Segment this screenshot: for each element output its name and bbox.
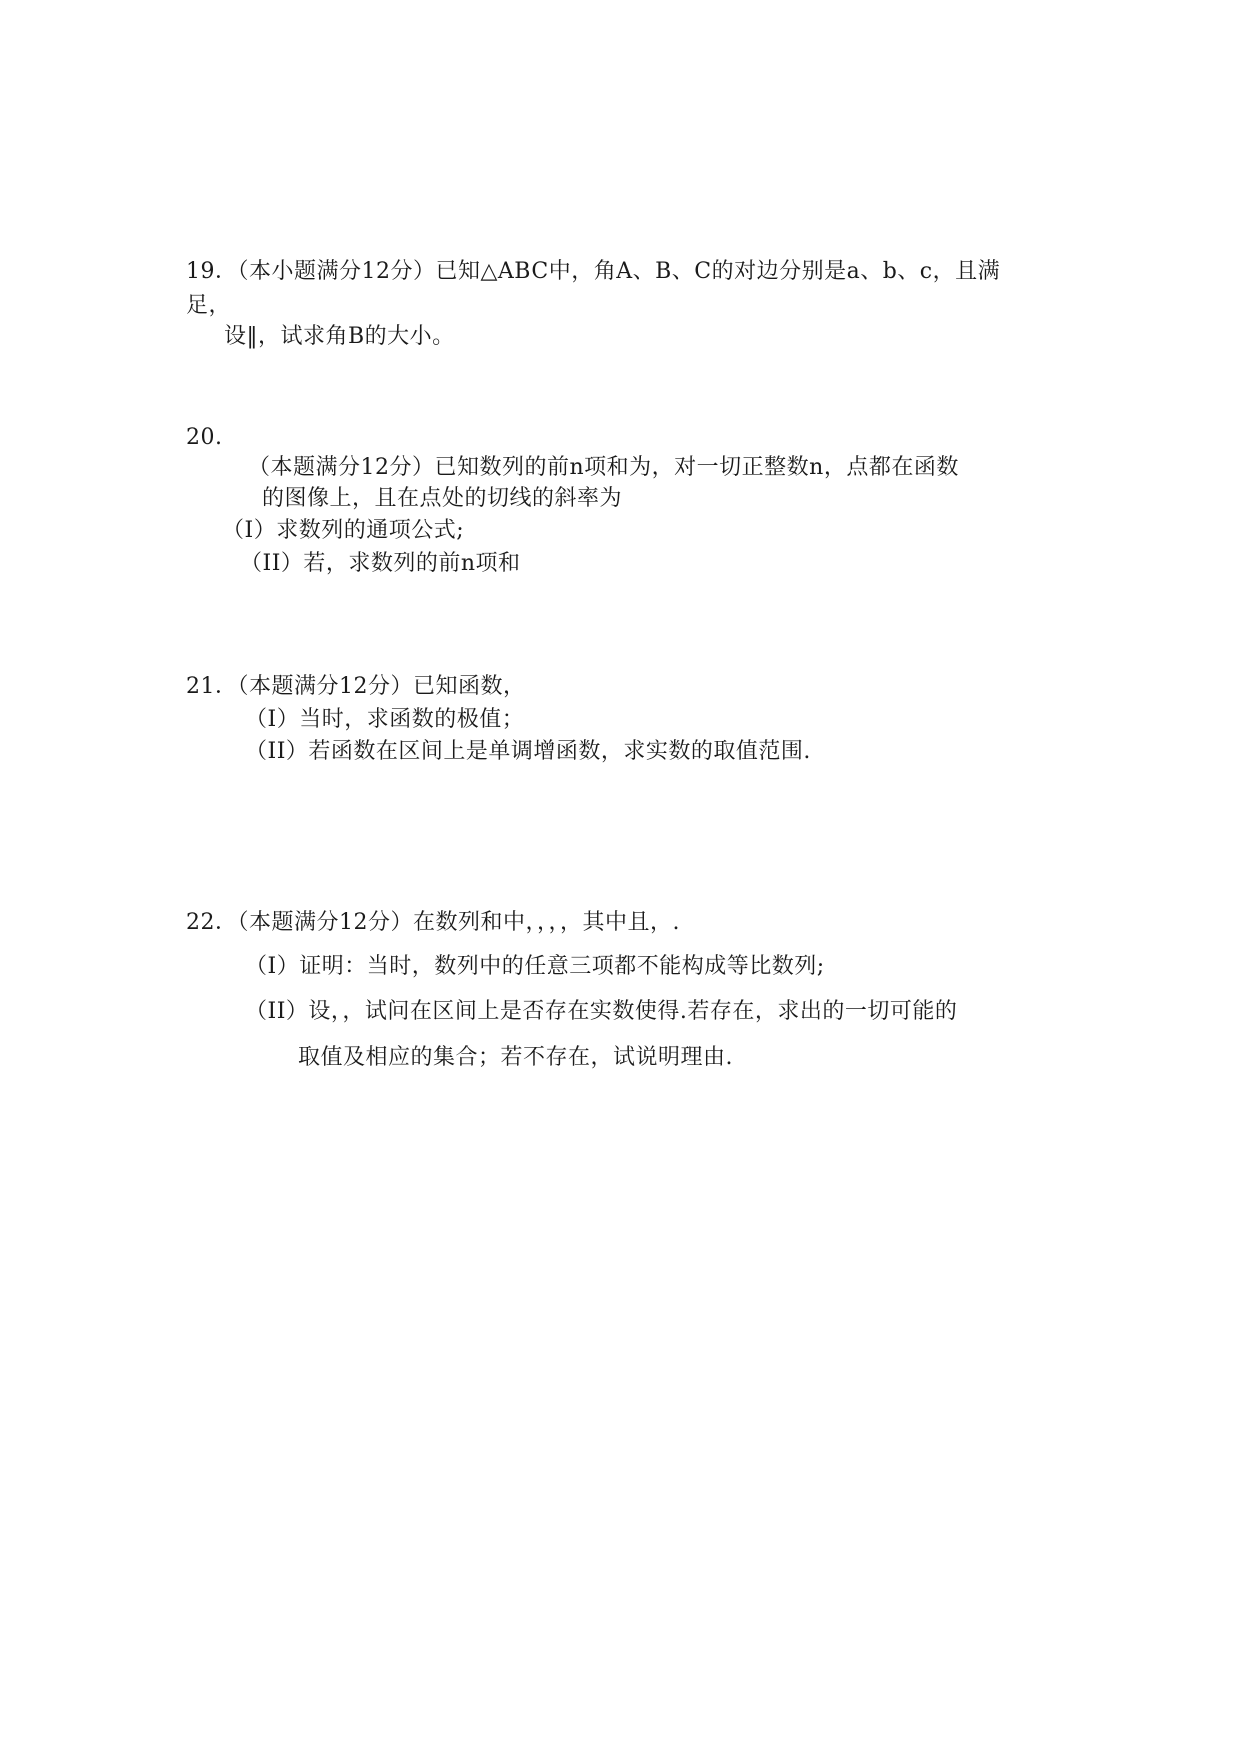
problem-19-line-1: 19．（本小题满分12分）已知△ABC中，角A、B、C的对边分别是a、b、c，且满 [186, 259, 1001, 284]
problem-21-line-1: 21．（本题满分12分）已知函数， [186, 674, 526, 699]
problem-21-part-2: （II）若函数在区间上是单调增函数，求实数的取值范围. [245, 739, 811, 764]
problem-22-part-2: （II）设，，试问在区间上是否存在实数使得.若存在，求出的一切可能的 [245, 999, 958, 1024]
problem-20-number: 20. [186, 425, 223, 450]
problem-22-line-1: 22．（本题满分12分）在数列和中，，，，其中且，. [186, 910, 680, 935]
problem-20-part-1: （I）求数列的通项公式; [222, 518, 465, 543]
problem-21-part-1: （I）当时，求函数的极值； [245, 707, 525, 732]
problem-19-line-2: 足， [186, 293, 232, 318]
problem-22-part-2-cont: 取值及相应的集合；若不存在，试说明理由. [298, 1045, 733, 1070]
problem-19-line-3: 设‖，试求角B的大小。 [224, 324, 455, 349]
problem-22-part-1: （Ⅰ）证明：当时，数列中的任意三项都不能构成等比数列; [245, 954, 825, 979]
problem-20-line-1: （本题满分12分）已知数列的前n项和为，对一切正整数n，点都在函数 [248, 455, 959, 480]
problem-20-part-2: （II）若，求数列的前n项和 [240, 551, 521, 576]
problem-20-line-2: 的图像上，且在点处的切线的斜率为 [262, 486, 623, 511]
